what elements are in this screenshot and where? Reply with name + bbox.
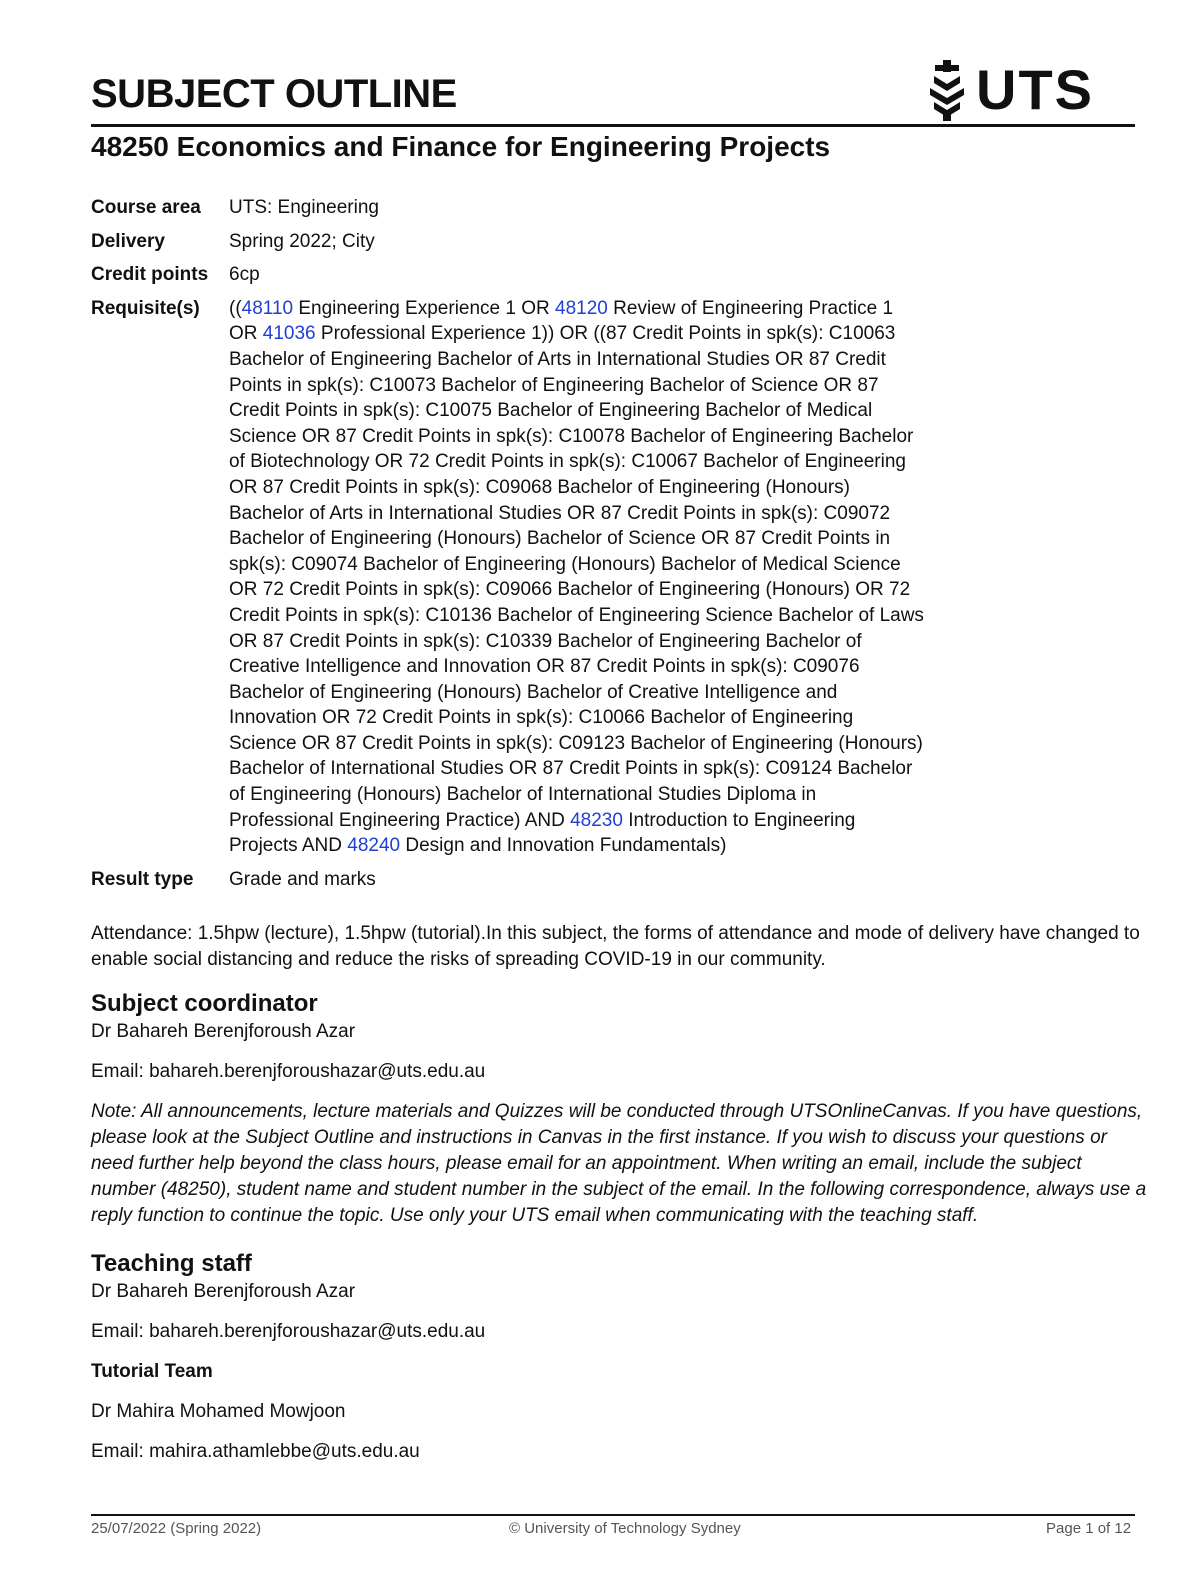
outline-body	[91, 921, 1151, 1465]
requisite-text: Review of Engineering Practice 1 OR	[229, 297, 894, 345]
info-row-result-type	[91, 867, 971, 893]
subject-coordinator-heading: Subject coordinator	[91, 990, 318, 1017]
subject-link-48240[interactable]: 48240	[347, 835, 401, 857]
credit-points-label: Credit points	[91, 264, 209, 286]
teaching-staff-name: Dr Bahareh Berenjforoush Azar	[91, 1281, 356, 1302]
course-area-label: Course area	[91, 197, 201, 218]
requisite-text: Engineering Experience 1 OR	[293, 297, 556, 319]
coordinator-name: Dr Bahareh Berenjforoush Azar	[91, 1021, 356, 1042]
coordinator-email: Email: bahareh.berenjforoushazar@uts.edu.au	[91, 1061, 486, 1082]
subject-link-48110[interactable]: 48110	[241, 297, 294, 319]
requisite-text: Design and Innovation Fundamentals)	[400, 835, 727, 857]
uts-logo-text: UTS	[976, 58, 1094, 121]
footer-page-number: Page 1 of 12	[1046, 1520, 1132, 1537]
teaching-staff-heading: Teaching staff	[91, 1250, 252, 1277]
delivery-value: Spring 2022; City	[229, 230, 375, 252]
requisite-text: Professional Experience 1)) OR ((87 Credit Points in spk(s): C10063 Bachelor of Engineering Bachelor of Arts in International Studies OR 87 Credit Points in spk(s): C10073 Bachelor of Engineering Bachelor of Science OR 87 Credit Points in spk(s): C10075 Bachelor of Engineering Bachelor of Medical Science OR 87 Credit Points in spk(s): C10078 Bachelor of Engineering Bachelor of Biotechnology OR 72 Credit Points in spk(s): C10067 Bachelor of Engineering OR 87 Credit Points in spk(s): C09068 Bachelor of Engineering (Honours) Bachelor of Arts in International Studies OR 87 Credit Points in spk(s): C09072 Bachelor of Engineering (Honours) Bachelor of Science OR 87 Credit Points in spk(s): C09074 Bachelor of Engineering (Honours) Bachelor of Medical Science OR 72 Credit Points in spk(s): C09066 Bachelor of Engineering (Honours) OR 72 Credit Points in spk(s): C10136 Bachelor of Engineering Science Bachelor of Laws OR 87 Credit Points in spk(s): C10339 Bachelor of Engineering Bachelor of Creative Intelligence and Innovation OR 87 Credit Points in spk(s): C09076 Bachelor of Engineering (Honours) Bachelor of Creative Intelligence and Innovation OR 72 Credit Points in spk(s): C10066 Bachelor of Engineering Science OR 87 Credit Points in spk(s): C09123 Bachelor of Engineering (Honours) Bachelor of International Studies OR 87 Credit Points in spk(s): C09124 Bachelor of Engineering (Honours) Bachelor of International Studies Diploma in Professional Engineering Practice) AND	[229, 323, 924, 831]
requisites-label: Requisite(s)	[91, 297, 200, 319]
uts-crest-icon	[926, 58, 968, 122]
requisite-text: Introduction to Engineering Projects AND	[229, 809, 856, 857]
footer-divider	[91, 1514, 1135, 1516]
result-type-label: Result type	[91, 868, 194, 890]
teaching-staff-email: Email: bahareh.berenjforoushazar@uts.edu.au	[91, 1321, 486, 1342]
tutor-email: Email: mahira.athamlebbe@uts.edu.au	[91, 1441, 420, 1462]
info-row-delivery	[91, 229, 971, 255]
info-row-credit-points	[91, 262, 971, 288]
info-row-requisites	[91, 296, 971, 859]
tutor-name: Dr Mahira Mohamed Mowjoon	[91, 1401, 346, 1422]
result-type-value: Grade and marks	[229, 868, 376, 890]
footer-copyright: © University of Technology Sydney	[509, 1520, 741, 1537]
delivery-label: Delivery	[91, 230, 165, 252]
attendance-paragraph: Attendance: 1.5hpw (lecture), 1.5hpw (tutorial).In this subject, the forms of attendance and mode of delivery have changed to enable social distancing and reduce the risks of spreading COVID-19 in our community.	[91, 923, 1140, 970]
subject-link-41036[interactable]: 41036	[262, 323, 316, 345]
course-area-value: UTS: Engineering	[229, 197, 379, 218]
info-row-course-area	[91, 195, 971, 221]
subject-link-48230[interactable]: 48230	[570, 809, 623, 831]
coordinator-note: Note: All announcements, lecture materials and Quizzes will be conducted through UTSOnlineCanvas. If you have questions, please look at the Subject Outline and instructions in Canvas in the first instance. If you wish to discuss your questions or need further help beyond the class hours, please email for an appointment. When writing an email, include the subject number (48250), student name and student number in the subject of the email. In the following correspondence, always use a reply function to continue the topic. Use only your UTS email when communicating with the teaching staff.	[91, 1101, 1147, 1226]
subject-info-table	[91, 195, 971, 900]
document-title: SUBJECT OUTLINE	[91, 72, 457, 116]
title-divider	[91, 124, 1135, 127]
tutorial-team-heading: Tutorial Team	[91, 1361, 213, 1382]
subject-title: 48250 Economics and Finance for Engineering Projects	[91, 131, 831, 162]
requisites-value	[229, 296, 971, 859]
uts-logo	[926, 58, 1094, 122]
subject-link-48120[interactable]: 48120	[555, 297, 608, 319]
footer-date: 25/07/2022 (Spring 2022)	[91, 1520, 262, 1537]
requisite-text: ((	[229, 297, 242, 319]
credit-points-value: 6cp	[229, 264, 260, 286]
